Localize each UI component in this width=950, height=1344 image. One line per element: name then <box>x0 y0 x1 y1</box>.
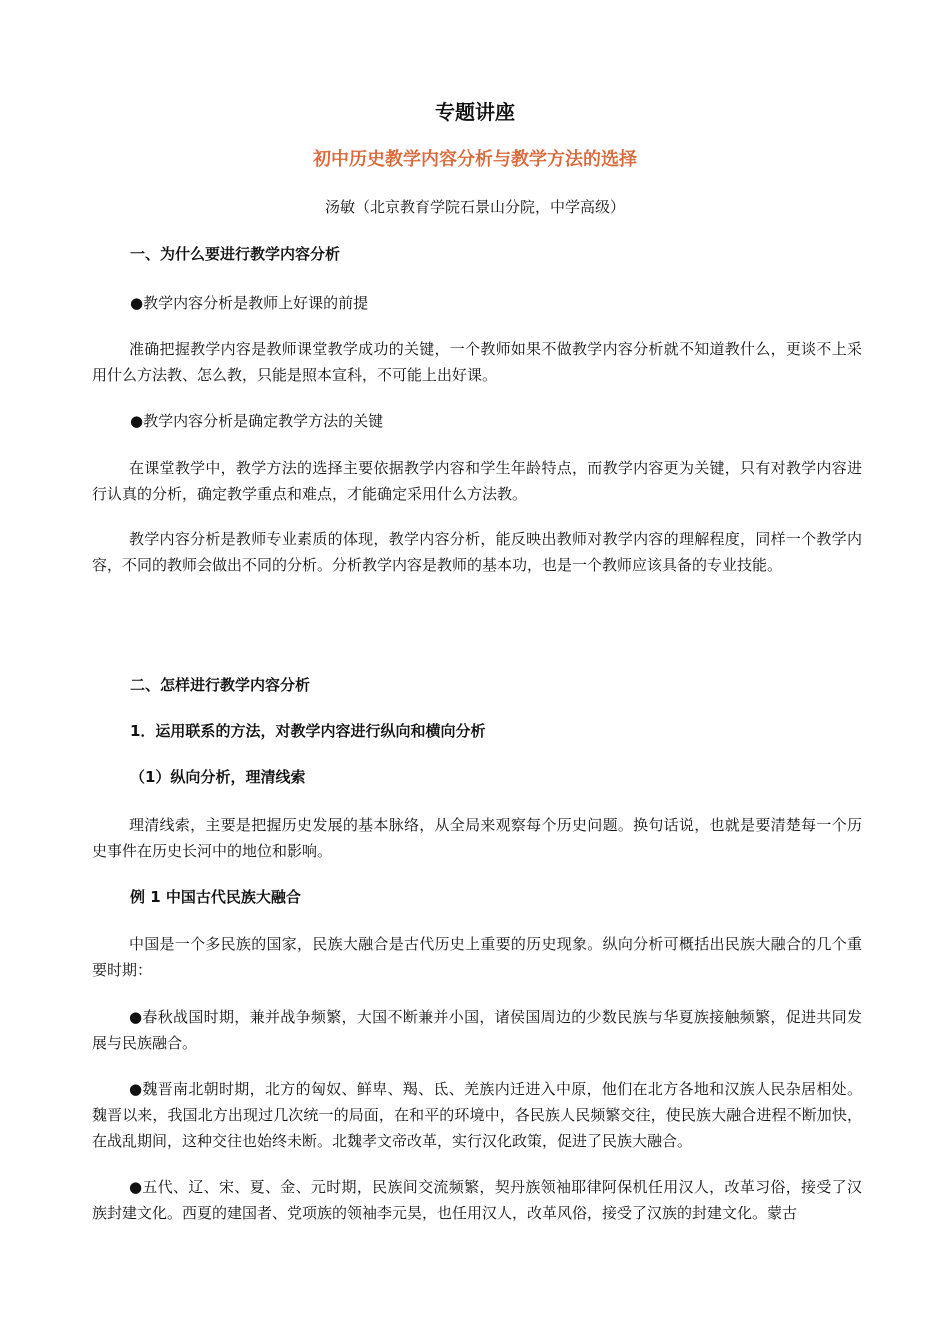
paragraph: 教学内容分析是教师专业素质的体现，教学内容分析，能反映出教师对教学内容的理解程度，同样一个教学内容，不同的教师会做出不同的分析。分析教学内容是教师的基本功，也是一个教师应该具备的专业技能。 <box>92 530 862 574</box>
bullet-paragraph: ●魏晋南北朝时期，北方的匈奴、鲜卑、羯、氐、羌族内迁进入中原，他们在北方各地和汉族人民杂居相处。魏晋以来，我国北方出现过几次统一的局面，在和平的环境中，各民族人民频繁交往，使民族大融合进程不断加快，在战乱期间，这种交往也始终未断。北魏孝文帝改革，实行汉化政策，促进了民族大融合。 <box>92 1080 862 1150</box>
paragraph: 理清线索，主要是把握历史发展的基本脉络，从全局来观察每个历史问题。换句话说，也就是要清楚每一个历史事件在历史长河中的地位和影响。 <box>92 816 862 860</box>
example-heading: 例 1 中国古代民族大融合 <box>130 888 301 906</box>
bullet-paragraph: ●春秋战国时期，兼并战争频繁，大国不断兼并小国，诸侯国周边的少数民族与华夏族接触频繁，促进共同发展与民族融合。 <box>92 1008 862 1052</box>
bullet-point: ●教学内容分析是确定教学方法的关键 <box>130 412 384 430</box>
page-title: 专题讲座 <box>435 100 515 124</box>
bullet-paragraph: ●五代、辽、宋、夏、金、元时期，民族间交流频繁，契丹族领袖耶律阿保机任用汉人，改革习俗，接受了汉族封建文化。西夏的建国者、党项族的领袖李元昊，也任用汉人，改革风俗，接受了汉族的封建文化。蒙古 <box>92 1178 862 1222</box>
subsection-heading: 1．运用联系的方法，对教学内容进行纵向和横向分析 <box>130 722 486 740</box>
paragraph: 准确把握教学内容是教师课堂教学成功的关键，一个教师如果不做教学内容分析就不知道教什么，更谈不上采用什么方法教、怎么教，只能是照本宣科，不可能上出好课。 <box>92 340 862 384</box>
bullet-point: ●教学内容分析是教师上好课的前提 <box>130 294 369 312</box>
paragraph: 中国是一个多民族的国家，民族大融合是古代历史上重要的历史现象。纵向分析可概括出民族大融合的几个重要时期： <box>92 935 862 979</box>
article-title: 初中历史教学内容分析与教学方法的选择 <box>313 149 637 170</box>
author-line: 汤敏（北京教育学院石景山分院，中学高级） <box>324 198 625 216</box>
subsection-heading: （1）纵向分析，理清线索 <box>130 768 306 786</box>
section-heading-2: 二、怎样进行教学内容分析 <box>130 676 311 694</box>
paragraph: 在课堂教学中，教学方法的选择主要依据教学内容和学生年龄特点，而教学内容更为关键，只有对教学内容进行认真的分析，确定教学重点和难点，才能确定采用什么方法教。 <box>92 459 862 503</box>
section-heading-1: 一、为什么要进行教学内容分析 <box>130 245 341 263</box>
